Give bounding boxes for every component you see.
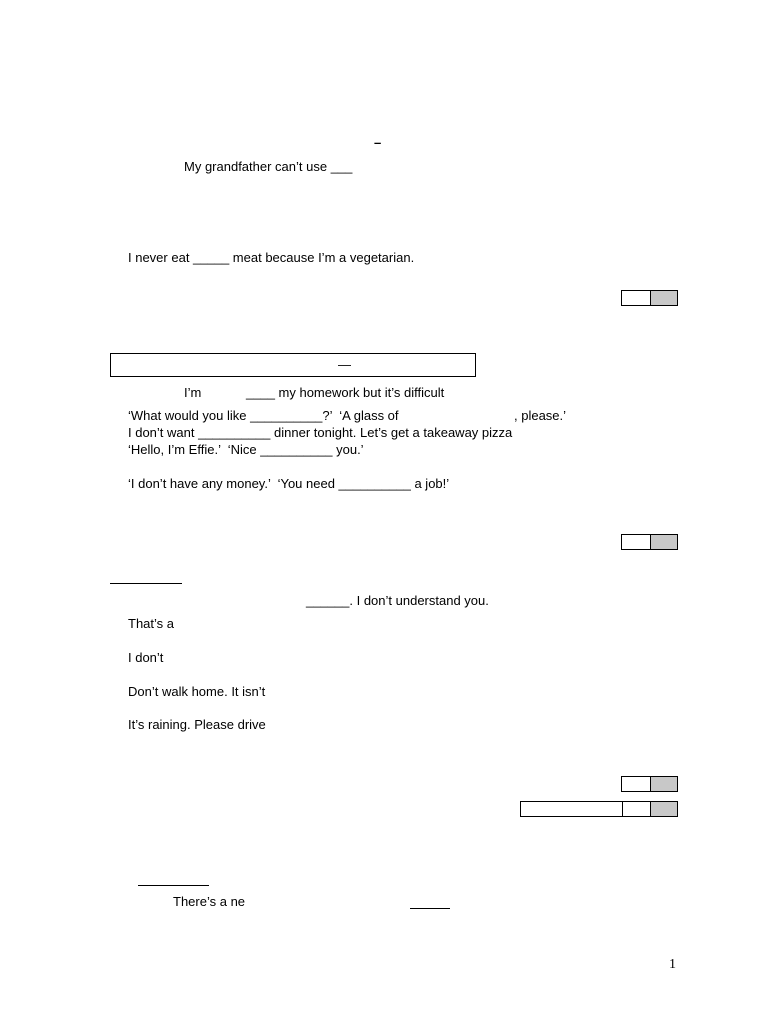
exercise-line: My grandfather can’t use ___ [184,159,353,174]
exercise-line: Don’t walk home. It isn’t [128,684,266,699]
exercise-line: , please.’ [514,408,567,423]
score-cell[interactable] [622,777,650,791]
title-mark: – [374,135,382,150]
score-box[interactable] [621,290,678,306]
exercise-line: ‘Hello, I’m Effie.’ ‘Nice __________ you.’ [128,442,364,457]
section-underline [110,583,182,584]
exercise-line: There’s a ne [173,894,246,909]
exercise-line: ‘I don’t have any money.’ ‘You need __________ a job!’ [128,476,450,491]
exercise-line: ‘What would you like __________?’ ‘A glass of [128,408,399,423]
total-max-cell [650,802,677,816]
total-label-cell [521,802,622,816]
score-total-cell [650,777,677,791]
score-cell[interactable] [622,291,650,305]
score-cell[interactable] [622,535,650,549]
score-box[interactable] [621,534,678,550]
exercise-line: I never eat _____ meat because I’m a vegetarian. [128,250,415,265]
exercise-line: ______. I don’t understand you. [306,593,489,608]
exercise-line: I don’t want __________ dinner tonight. Let’s get a takeaway pizza [128,425,513,440]
exercise-line: I’m [184,385,202,400]
section-heading-box [110,353,476,377]
total-score-cell[interactable] [622,802,650,816]
total-score-box[interactable] [520,801,678,817]
score-box[interactable] [621,776,678,792]
page-number: 1 [669,957,676,972]
exercise-line: It’s raining. Please drive [128,717,266,732]
score-total-cell [650,535,677,549]
exercise-line: I don’t [128,650,164,665]
section-underline [138,885,209,886]
section-heading-mark: — [338,357,351,372]
exercise-line: ____ my homework but it’s difficult [246,385,445,400]
answer-blank[interactable] [410,908,450,909]
score-total-cell [650,291,677,305]
exercise-line: That’s a [128,616,175,631]
